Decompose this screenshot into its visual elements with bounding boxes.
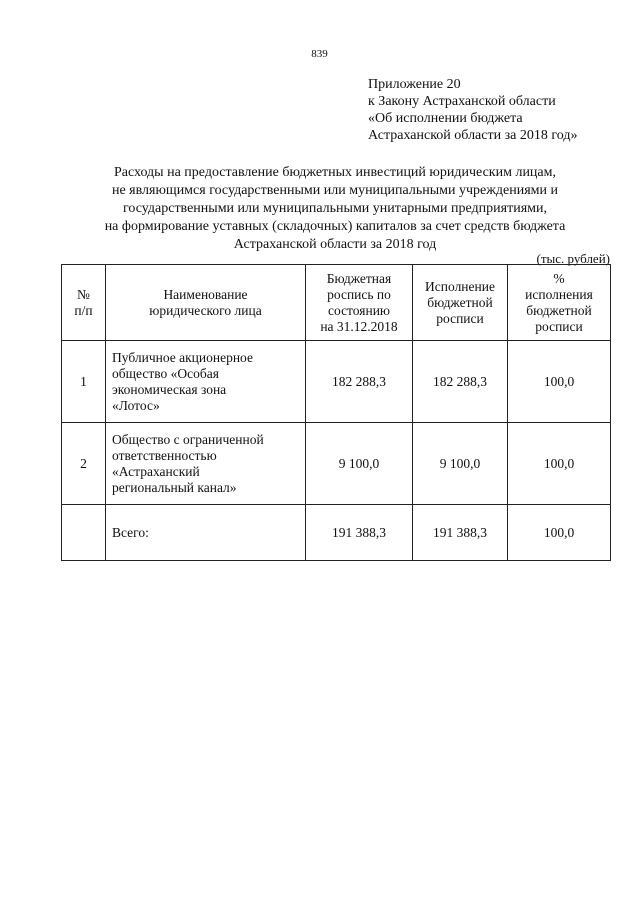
header-text: исполнения xyxy=(525,286,593,302)
row-pct: 100,0 xyxy=(508,341,611,423)
header-num xyxy=(62,265,106,341)
entity-name-line: региональный канал» xyxy=(112,479,237,495)
header-exec xyxy=(413,265,508,341)
table-total-row xyxy=(62,505,611,561)
entity-name-line: экономическая зона xyxy=(112,381,227,397)
total-label: Всего: xyxy=(106,505,306,561)
total-exec: 191 388,3 xyxy=(413,505,508,561)
header-text: росписи xyxy=(436,310,484,326)
title-line: на формирование уставных (складочных) капиталов за счет средств бюджета xyxy=(104,219,566,234)
row-plan: 9 100,0 xyxy=(306,423,413,505)
entity-name-line: Общество с ограниченной xyxy=(112,431,264,447)
entity-name-line: общество «Особая xyxy=(112,365,219,381)
table-header-row xyxy=(62,265,611,341)
header-name xyxy=(106,265,306,341)
header-text: % xyxy=(553,270,565,286)
header-text: Исполнение xyxy=(425,278,495,294)
appendix-line: к Закону Астраханской области xyxy=(368,94,556,109)
total-plan: 191 388,3 xyxy=(306,505,413,561)
units-label: (тыс. рублей) xyxy=(536,251,610,266)
row-exec: 9 100,0 xyxy=(413,423,508,505)
header-text: № xyxy=(77,286,90,302)
entity-name-line: Публичное акционерное xyxy=(112,349,253,365)
header-text: бюджетной xyxy=(526,302,592,318)
title-line: не являющимся государственными или муниципальными учреждениями и xyxy=(111,183,559,198)
table-row xyxy=(62,423,611,505)
row-entity-name xyxy=(106,423,306,505)
header-text: роспись по xyxy=(327,286,391,302)
header-text: бюджетной xyxy=(427,294,493,310)
appendix-line: «Об исполнении бюджета xyxy=(368,111,523,126)
title-line: Астраханской области за 2018 год xyxy=(233,237,437,252)
header-text: Бюджетная xyxy=(326,270,392,286)
header-text: юридического лица xyxy=(149,302,262,318)
document-title xyxy=(60,164,610,254)
row-plan: 182 288,3 xyxy=(306,341,413,423)
page-number: 839 xyxy=(311,48,328,60)
header-pct xyxy=(508,265,611,341)
entity-name-line: «Астраханский xyxy=(112,463,200,479)
appendix-line: Приложение 20 xyxy=(368,77,461,92)
entity-name-line: «Лотос» xyxy=(112,397,160,413)
total-pct: 100,0 xyxy=(508,505,611,561)
row-num: 1 xyxy=(62,341,106,423)
title-line: государственными или муниципальными унитарными предприятиями, xyxy=(123,201,547,216)
appendix-line: Астраханской области за 2018 год» xyxy=(368,128,578,143)
row-num: 2 xyxy=(62,423,106,505)
total-num-empty xyxy=(62,505,106,561)
header-text: Наименование xyxy=(163,286,248,302)
row-exec: 182 288,3 xyxy=(413,341,508,423)
row-pct: 100,0 xyxy=(508,423,611,505)
row-entity-name xyxy=(106,341,306,423)
table-row xyxy=(62,341,611,423)
entity-name-line: ответственностью xyxy=(112,447,217,463)
header-text: на 31.12.2018 xyxy=(320,318,398,334)
budget-table xyxy=(61,264,611,561)
header-text: состоянию xyxy=(327,302,391,318)
header-text: росписи xyxy=(535,318,583,334)
title-line: Расходы на предоставление бюджетных инвестиций юридическим лицам, xyxy=(113,165,557,180)
appendix-reference xyxy=(368,76,577,144)
header-text: п/п xyxy=(74,302,93,318)
header-plan xyxy=(306,265,413,341)
